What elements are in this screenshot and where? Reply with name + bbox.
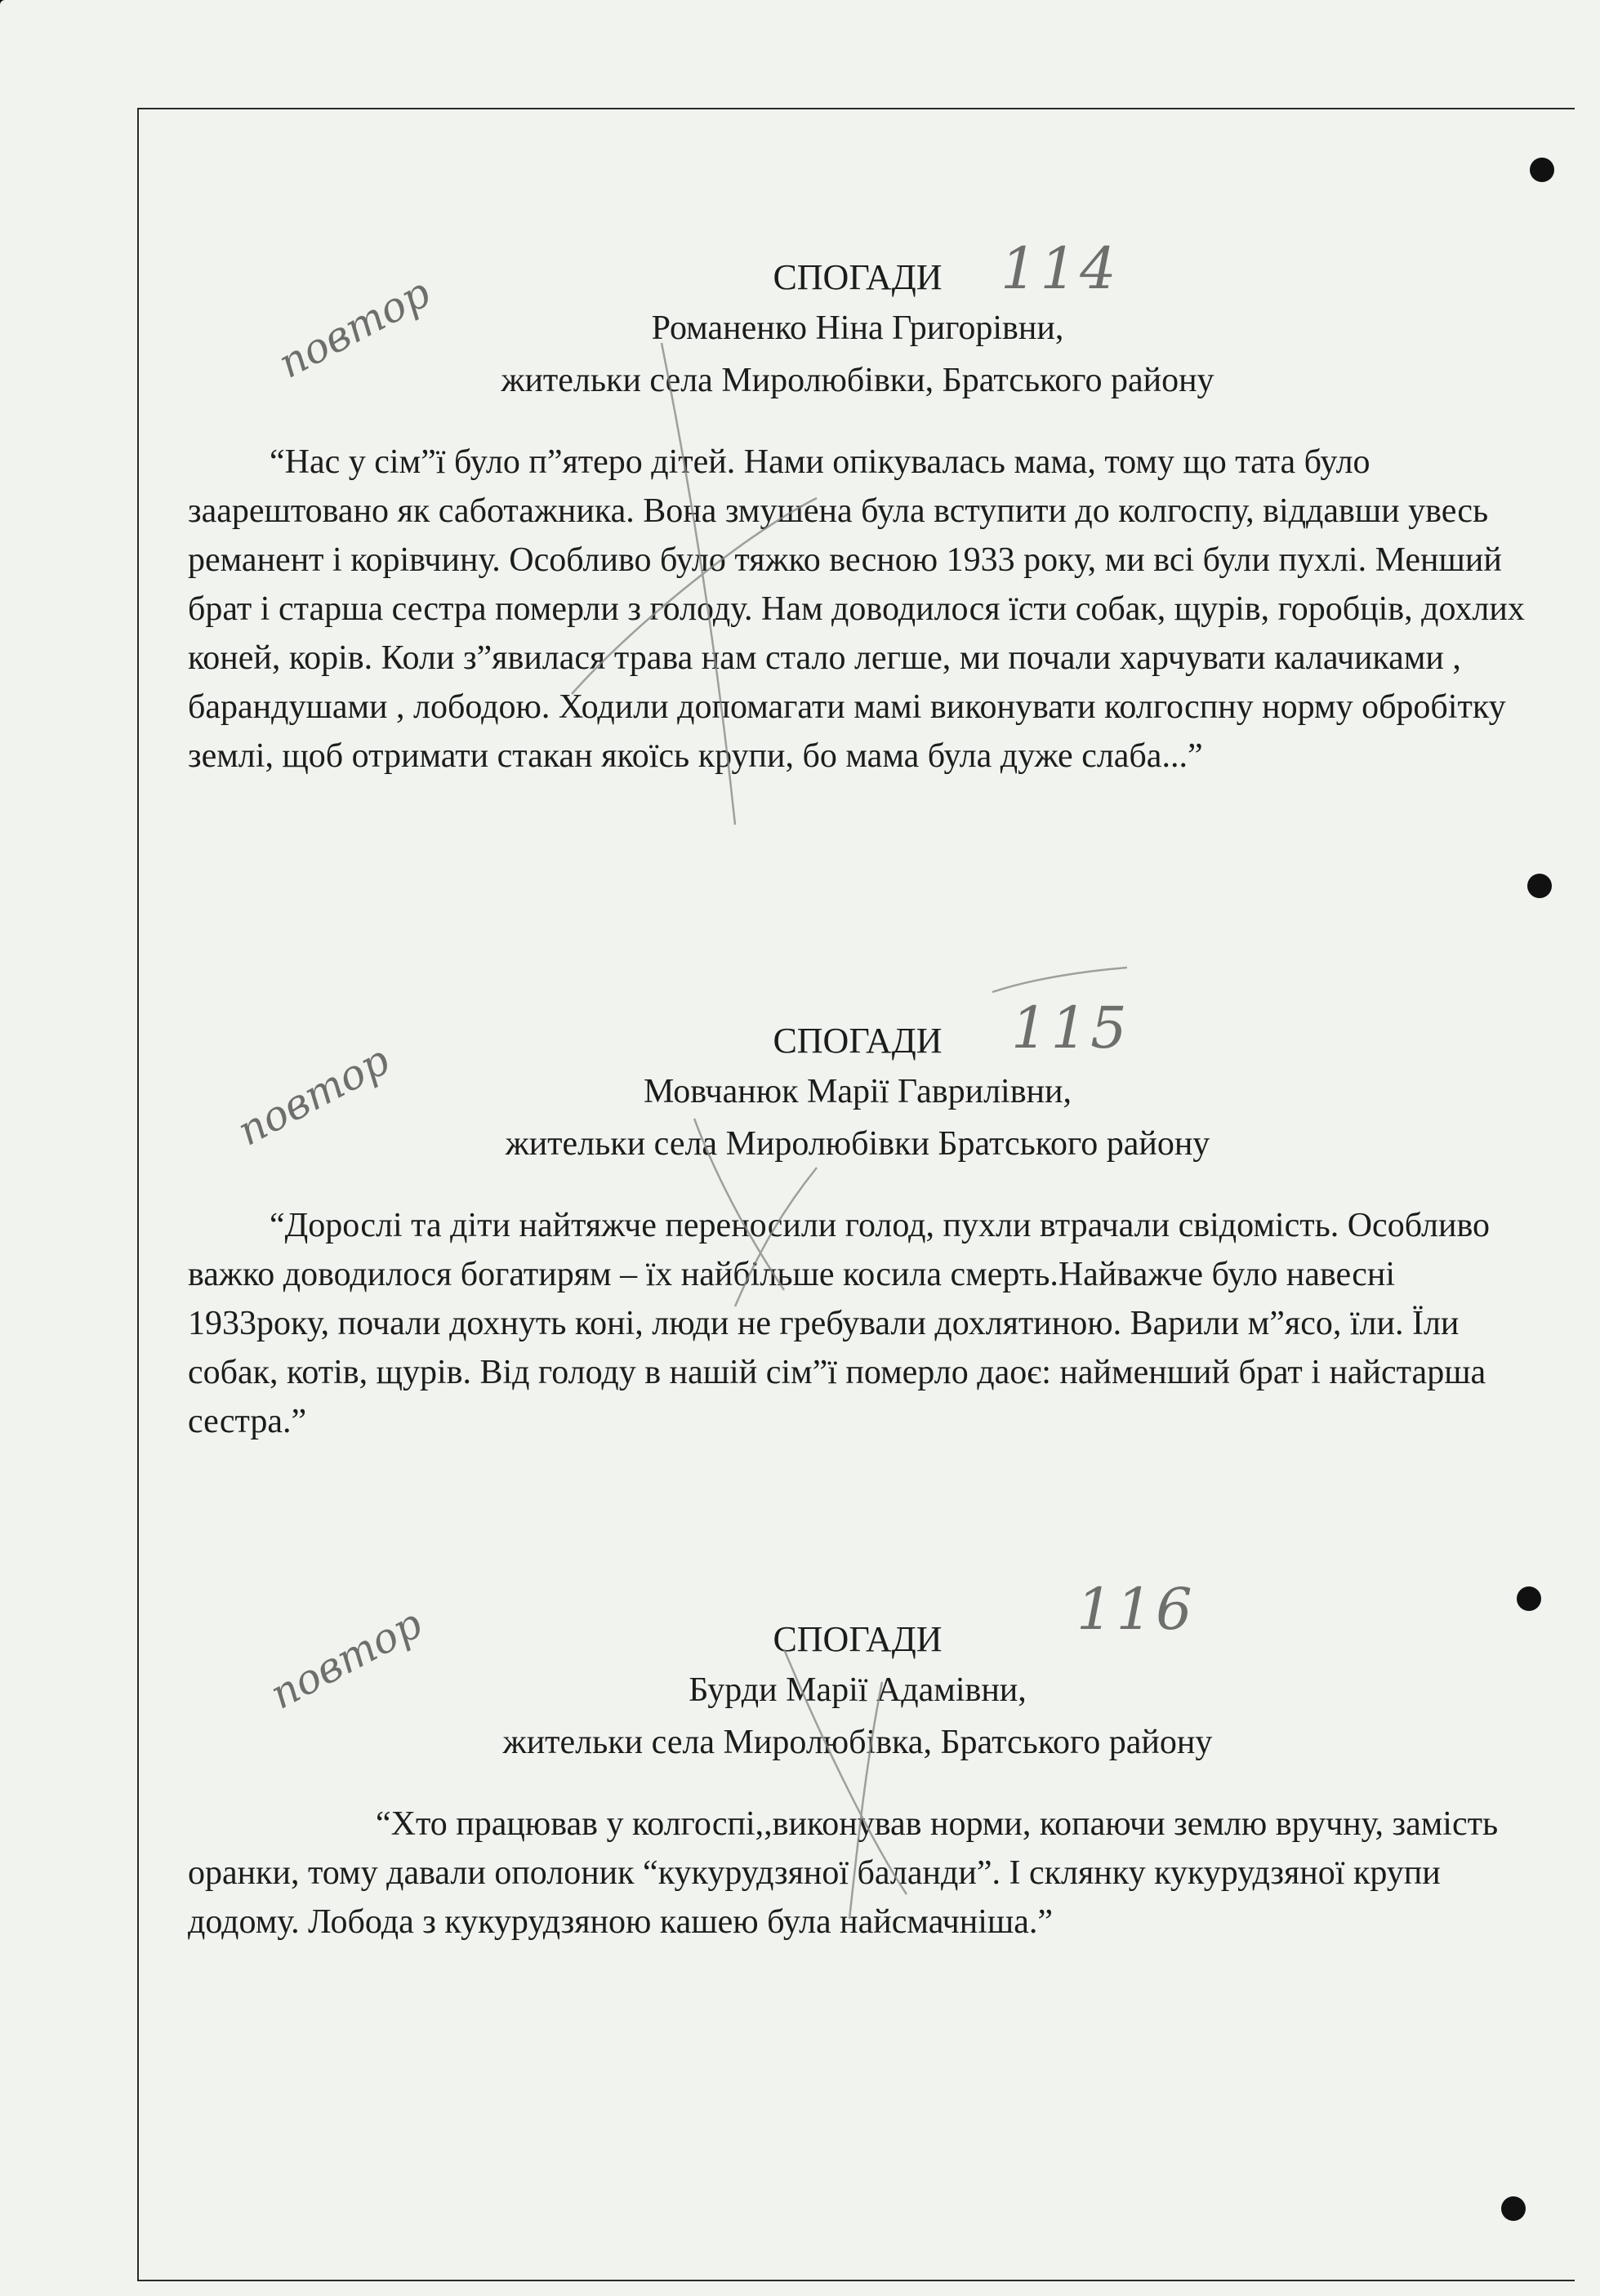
memoir-section-3 <box>188 1615 1527 1947</box>
memoir-text: “Дорослі та діти найтяжче переносили голод, пухли втрачали свідомість. Особливо важко доводилося богатирям – їх найбільше косила смерть.Найважче було навесні 1933року, почали дохнуть коні, люди не гребували дохлятиною. Варили м”ясо, їли. Їли собак, котів, щурів. Від голоду в нашій сім”ї померло даоє: найменший брат і найстарша сестра.” <box>188 1207 1490 1440</box>
punch-hole <box>1530 158 1554 182</box>
narrator-name: Бурди Марії Адамівни, <box>689 1671 1027 1709</box>
section-heading: СПОГАДИ <box>773 1021 943 1061</box>
narrator-place: жительки села Миролюбівки Братського району <box>505 1125 1210 1163</box>
pencil-note: повтор <box>270 269 439 388</box>
narrator-name: Романенко Ніна Григорівни, <box>651 309 1064 347</box>
pencil-number: 115 <box>1011 994 1130 1061</box>
narrator-place: жительки села Миролюбівки, Братського району <box>501 362 1214 399</box>
pencil-number: 116 <box>1076 1576 1196 1643</box>
section-heading: СПОГАДИ <box>773 257 943 297</box>
punch-hole <box>1527 874 1552 898</box>
pencil-note: повтор <box>262 1600 430 1719</box>
punch-hole <box>1517 1586 1541 1611</box>
narrator-place: жительки села Миролюбівка, Братського району <box>502 1724 1213 1761</box>
memoir-text: “Хто працював у колгоспі,,виконував норми, копаючи землю вручну, замість оранки, тому давали ополоник “кукурудзяної баланди”. І склянку кукурудзяної крупи додому. Лобода з кукурудзяною кашею була найсмачніша.” <box>188 1805 1499 1941</box>
section-heading: СПОГАДИ <box>773 1619 943 1659</box>
memoir-text: “Нас у сім”ї було п”ятеро дітей. Нами опікувалась мама, тому що тата було заарештовано як саботажника. Вона змушена була вступити до колгоспу, віддавши увесь реманент і корівчину. Особливо було тяжко весною 1933 року, ми всі були пухлі. Менший брат і старша сестра померли з голоду. Нам доводилося їсти собак, щурів, горобців, дохлих коней, корів. Коли з”явилася трава нам стало легше, ми почали харчувати калачиками , барандушами , лободою. Ходили допомагати мамі виконувати колгоспну норму обробітку землі, щоб отримати стакан якоїсь крупи, бо мама була дуже слаба...” <box>188 443 1525 775</box>
punch-hole <box>1501 2196 1526 2221</box>
narrator-name: Мовчанюк Марії Гаврилівни, <box>644 1073 1072 1110</box>
pencil-number: 114 <box>1001 235 1120 302</box>
pencil-note: повтор <box>230 1036 398 1155</box>
